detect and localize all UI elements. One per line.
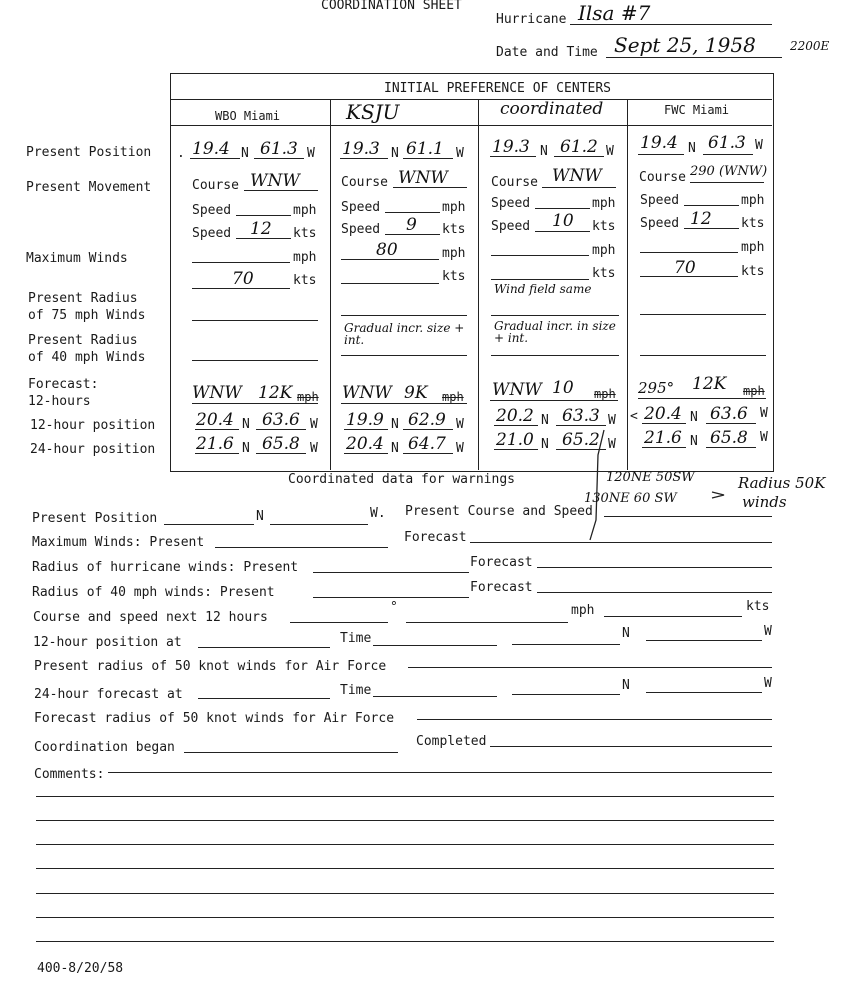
c2-lat: 19.3 [342, 139, 380, 159]
c1-lat: 19.4 [192, 139, 230, 159]
field-24h-time[interactable] [373, 696, 497, 697]
field-present-lat[interactable] [164, 524, 254, 525]
comments-line-8[interactable] [36, 941, 774, 942]
col-header-wbo-miami: WBO Miami [215, 109, 281, 123]
field-present-lon[interactable] [270, 524, 368, 525]
c4-fc-course: 295° [638, 379, 675, 397]
field-max-winds-present[interactable] [215, 547, 388, 548]
field-radius50-forecast[interactable] [417, 719, 772, 720]
field-24h-lon[interactable] [646, 692, 762, 693]
c3-p24-lat: 21.0 [496, 430, 534, 450]
comments-line-4[interactable] [36, 844, 774, 845]
c1-p24-lon: 65.8 [262, 434, 300, 454]
comments-line-3[interactable] [36, 820, 774, 821]
date-value: Sept 25, 1958 [614, 33, 756, 57]
c2-fc-speed: 9K [404, 383, 428, 403]
margin-note-120ne: 120NE 50SW [606, 470, 695, 485]
col-header-ksju: KSJU [346, 100, 400, 124]
form-title: COORDINATION SHEET [321, 0, 462, 13]
field-12h-lon[interactable] [646, 640, 762, 641]
field-12h-time[interactable] [373, 645, 497, 646]
c4-course: 290 (WNW) [690, 164, 768, 179]
date-time-label: Date and Time [496, 45, 598, 60]
c2-p24-lat: 20.4 [346, 434, 384, 454]
label-radius50-forecast: Forecast radius of 50 knot winds for Air Force [34, 711, 395, 726]
field-24h-lat[interactable] [512, 694, 620, 695]
c3-p12-lon: 63.3 [562, 406, 600, 426]
row-label-forecast-b: 12-hours [28, 394, 91, 409]
row-label-present-position: Present Position [26, 145, 152, 160]
c4-max-kts: 70 [674, 258, 696, 278]
c2-course: WNW [398, 168, 448, 188]
comments-line-6[interactable] [36, 893, 774, 894]
col-header-fwc-miami: FWC Miami [664, 103, 730, 117]
field-radius50-present[interactable] [408, 667, 772, 668]
field-24h-at[interactable] [198, 698, 330, 699]
c4-p12-lon: 63.6 [710, 404, 748, 424]
c2-p12-lon: 62.9 [408, 410, 446, 430]
c2-r40: Gradual incr. size + int. [344, 321, 465, 347]
c3-course: WNW [552, 166, 602, 186]
c2-lon: 61.1 [406, 139, 444, 159]
c3-speed: 10 [552, 211, 574, 231]
field-speed-12-kts[interactable] [604, 616, 742, 617]
c1-speed: 12 [250, 219, 272, 239]
c1-lon: 61.3 [260, 139, 298, 159]
c3-p12-lat: 20.2 [496, 406, 534, 426]
row-label-forecast-a: Forecast: [28, 377, 99, 392]
c1-max-kts: 70 [232, 269, 254, 289]
c1-fc-course: WNW [192, 383, 242, 403]
field-12h-at[interactable] [198, 647, 330, 648]
c2-p24-lon: 64.7 [408, 434, 446, 454]
label-comments: Comments: [34, 767, 105, 782]
label-present-course-speed: Present Course and Speed [405, 504, 593, 519]
table-title: INITIAL PREFERENCE OF CENTERS [384, 81, 611, 96]
c1-p12-lat: 20.4 [196, 410, 234, 430]
c4-lon: 61.3 [708, 133, 746, 153]
label-coordination-began: Coordination began [34, 740, 175, 755]
field-course-12[interactable] [290, 622, 388, 623]
comments-line-7[interactable] [36, 917, 774, 918]
field-radius-hurricane-forecast[interactable] [537, 567, 772, 568]
c2-max-mph: 80 [376, 240, 398, 260]
row-label-radius75-a: Present Radius [28, 291, 138, 306]
label-max-winds-present: Maximum Winds: Present [32, 535, 205, 550]
hurricane-value: Ilsa #7 [578, 1, 651, 25]
c2-speed: 9 [406, 215, 417, 235]
field-radius-40-forecast[interactable] [537, 592, 772, 593]
col-header-coordinated: coordinated [500, 99, 604, 119]
field-max-winds-forecast[interactable] [470, 542, 772, 543]
c1-p12-lon: 63.6 [262, 410, 300, 430]
c3-r40: Gradual incr. in size + int. [494, 319, 616, 345]
c3-fc-course: WNW [492, 380, 542, 400]
field-radius-hurricane-present[interactable] [313, 572, 469, 573]
row-label-12h-position: 12-hour position [30, 418, 156, 433]
c3-r75: Wind field same [494, 282, 592, 296]
c3-p24-lon: 65.2 [562, 430, 600, 450]
margin-note-winds: winds [742, 493, 787, 511]
c2-fc-course: WNW [342, 383, 392, 403]
c4-p24-lon: 65.8 [710, 428, 748, 448]
form-number: 400-8/20/58 [37, 961, 124, 976]
row-label-radius75-b: of 75 mph Winds [28, 308, 146, 323]
row-label-radius40-a: Present Radius [28, 333, 138, 348]
comments-line-1[interactable] [108, 772, 772, 773]
label-completed: Completed [416, 734, 487, 749]
label-radius-40: Radius of 40 mph winds: Present [32, 585, 275, 600]
label-course-speed-12: Course and speed next 12 hours [33, 610, 268, 625]
hurricane-label: Hurricane [496, 12, 567, 27]
label-24h-forecast-at: 24-hour forecast at [34, 687, 183, 702]
c1-p24-lat: 21.6 [196, 434, 234, 454]
field-12h-lat[interactable] [512, 644, 620, 645]
time-value: 2200E [790, 39, 830, 53]
c4-fc-speed: 12K [692, 374, 727, 394]
label-radius50-present: Present radius of 50 knot winds for Air Force [34, 659, 387, 674]
row-label-present-movement: Present Movement [26, 180, 152, 195]
field-radius-40-present[interactable] [313, 597, 469, 598]
margin-note-radius: Radius 50K [738, 474, 826, 492]
c4-p24-lat: 21.6 [644, 428, 682, 448]
label-radius-hurricane: Radius of hurricane winds: Present [32, 560, 299, 575]
coordinated-title: Coordinated data for warnings [288, 472, 515, 487]
c1-course: WNW [250, 171, 300, 191]
label-present-position: Present Position [32, 511, 158, 526]
c4-speed: 12 [690, 209, 712, 229]
c4-lat: 19.4 [640, 133, 678, 153]
comments-line-2[interactable] [36, 796, 774, 797]
c2-p12-lat: 19.9 [346, 410, 384, 430]
margin-note-130ne: 130NE 60 SW [584, 491, 677, 506]
label-max-winds-forecast: Forecast [404, 530, 467, 545]
field-completed[interactable] [490, 746, 772, 747]
field-present-course-speed[interactable] [604, 516, 772, 517]
c3-lat: 19.3 [492, 137, 530, 157]
c3-lon: 61.2 [560, 137, 598, 157]
c4-p12-lat: 20.4 [644, 404, 682, 424]
label-12h-position-at: 12-hour position at [33, 635, 182, 650]
field-coordination-began[interactable] [184, 752, 398, 753]
row-label-maximum-winds: Maximum Winds [26, 251, 128, 266]
row-label-24h-position: 24-hour position [30, 442, 156, 457]
comments-line-5[interactable] [36, 868, 774, 869]
c3-fc-speed: 10 [552, 378, 574, 398]
row-label-radius40-b: of 40 mph Winds [28, 350, 146, 365]
field-speed-12-mph[interactable] [406, 622, 568, 623]
c1-fc-speed: 12K [258, 383, 293, 403]
